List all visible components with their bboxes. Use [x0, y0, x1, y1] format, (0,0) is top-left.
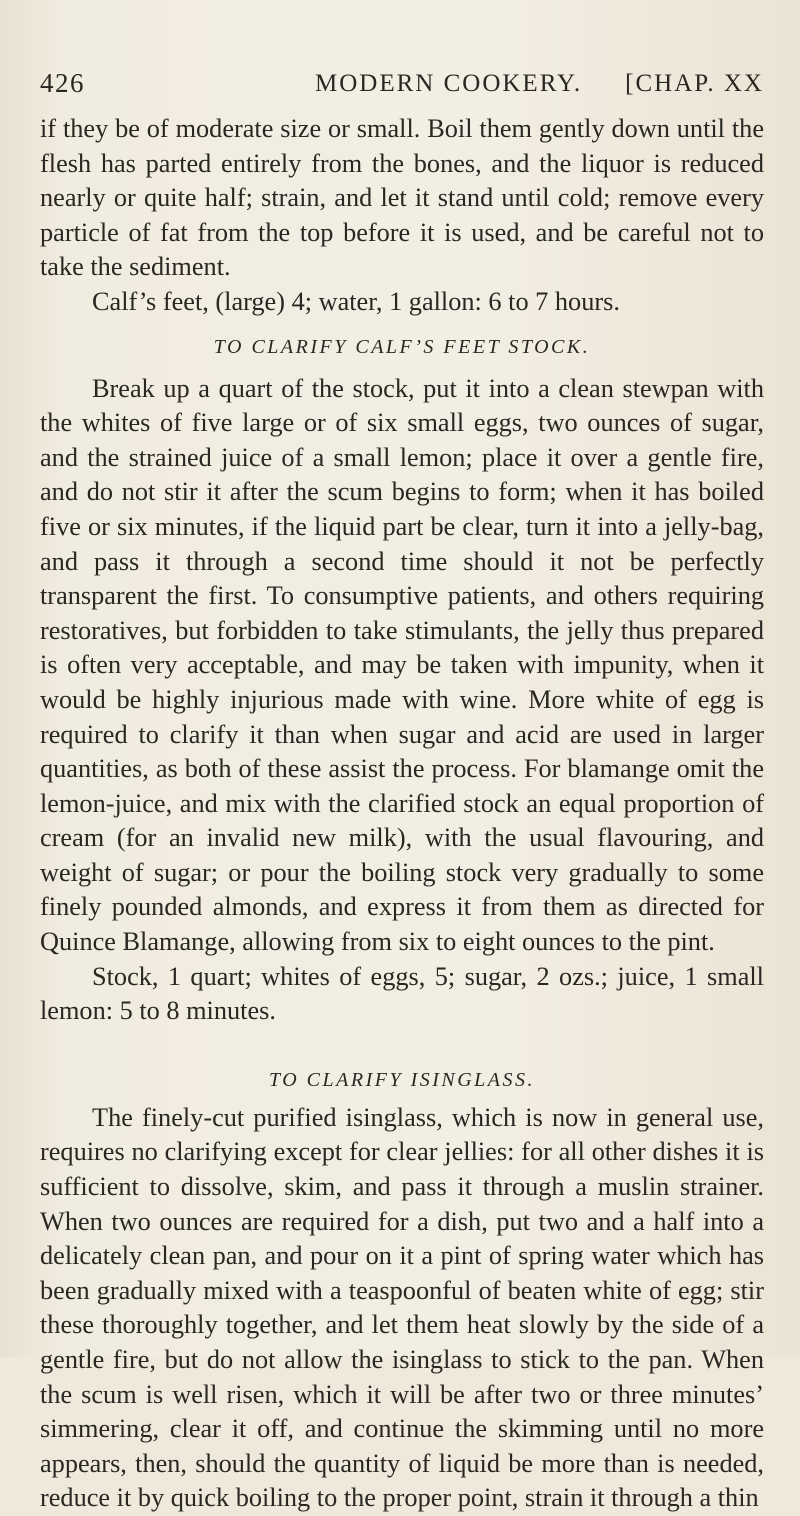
calfs-feet-paragraph: Break up a quart of the stock, put it into a clean stewpan with the whites of five large or of six small eggs, two ounces of sugar, and the strained juice of a small lemon; place it over a gentle fire, and do not stir it after the scum begins to form; when it has boiled five or six minutes, if the liquid part be clear, turn it into a jelly-bag, and pass it through a second time should it not be perfectly transparent the first. To consumptive patients, and others requiring restoratives, but forbidden to take stimulants, the jelly thus prepared is often very acceptable, and may be taken with impunity, when it would be highly injurious made with wine. More white of egg is required to clarify it than when sugar and acid are used in larger quantities, as both of these assist the process. For blamange omit the lemon-juice, and mix with the clarified stock an equal proportion of cream (for an invalid new milk), with the usual flavouring, and weight of sugar; or pour the boiling stock very gradually to some finely pounded almonds, and express it from them as directed for Quince Blamange, allowing from six to eight ounces to the pint.	[40, 373, 764, 957]
running-head	[40, 68, 764, 108]
section-heading-calfs-feet: TO CLARIFY CALF’S FEET STOCK.	[213, 335, 591, 358]
chapter-label: [CHAP. XX	[625, 70, 764, 97]
book-title: MODERN COOKERY.	[315, 70, 583, 97]
intro-note: Calf’s feet, (large) 4; water, 1 gallon: 6 to 7 hours.	[92, 286, 620, 316]
page-number: 426	[40, 68, 85, 98]
intro-paragraph: if they be of moderate size or small. Boil them gently down until the flesh has parted entirely from the bones, and the liquor is reduced nearly or quite half; strain, and let it stand until cold; remove every particle of fat from the top before it is used, and be careful not to take the sediment.	[40, 114, 764, 282]
section-heading-isinglass: TO CLARIFY ISINGLASS.	[268, 1068, 536, 1091]
isinglass-paragraph: The finely-cut purified isinglass, which is now in general use, requires no clarifying except for clear jellies: for all other dishes it is sufficient to dissolve, skim, and pass it through a muslin strainer. When two ounces are required for a dish, put two and a half into a delicately clean pan, and pour on it a pint of spring water which has been gradually mixed with a teaspoonful of beaten white of egg; stir these thoroughly together, and let them heat slowly by the side of a gentle fire, but do not allow the isinglass to stick to the pan. When the scum is well risen, which it will be after two or three minutes’ simmering, clear it off, and continue the skimming until no more appears, then, should the quantity of liquid be more than is needed, reduce it by quick boiling to the proper point, strain it through a thin	[40, 1102, 764, 1513]
calfs-feet-note: Stock, 1 quart; whites of eggs, 5; sugar, 2 ozs.; juice, 1 small lemon: 5 to 8 minutes.	[40, 961, 764, 1026]
page-body	[40, 112, 764, 1516]
